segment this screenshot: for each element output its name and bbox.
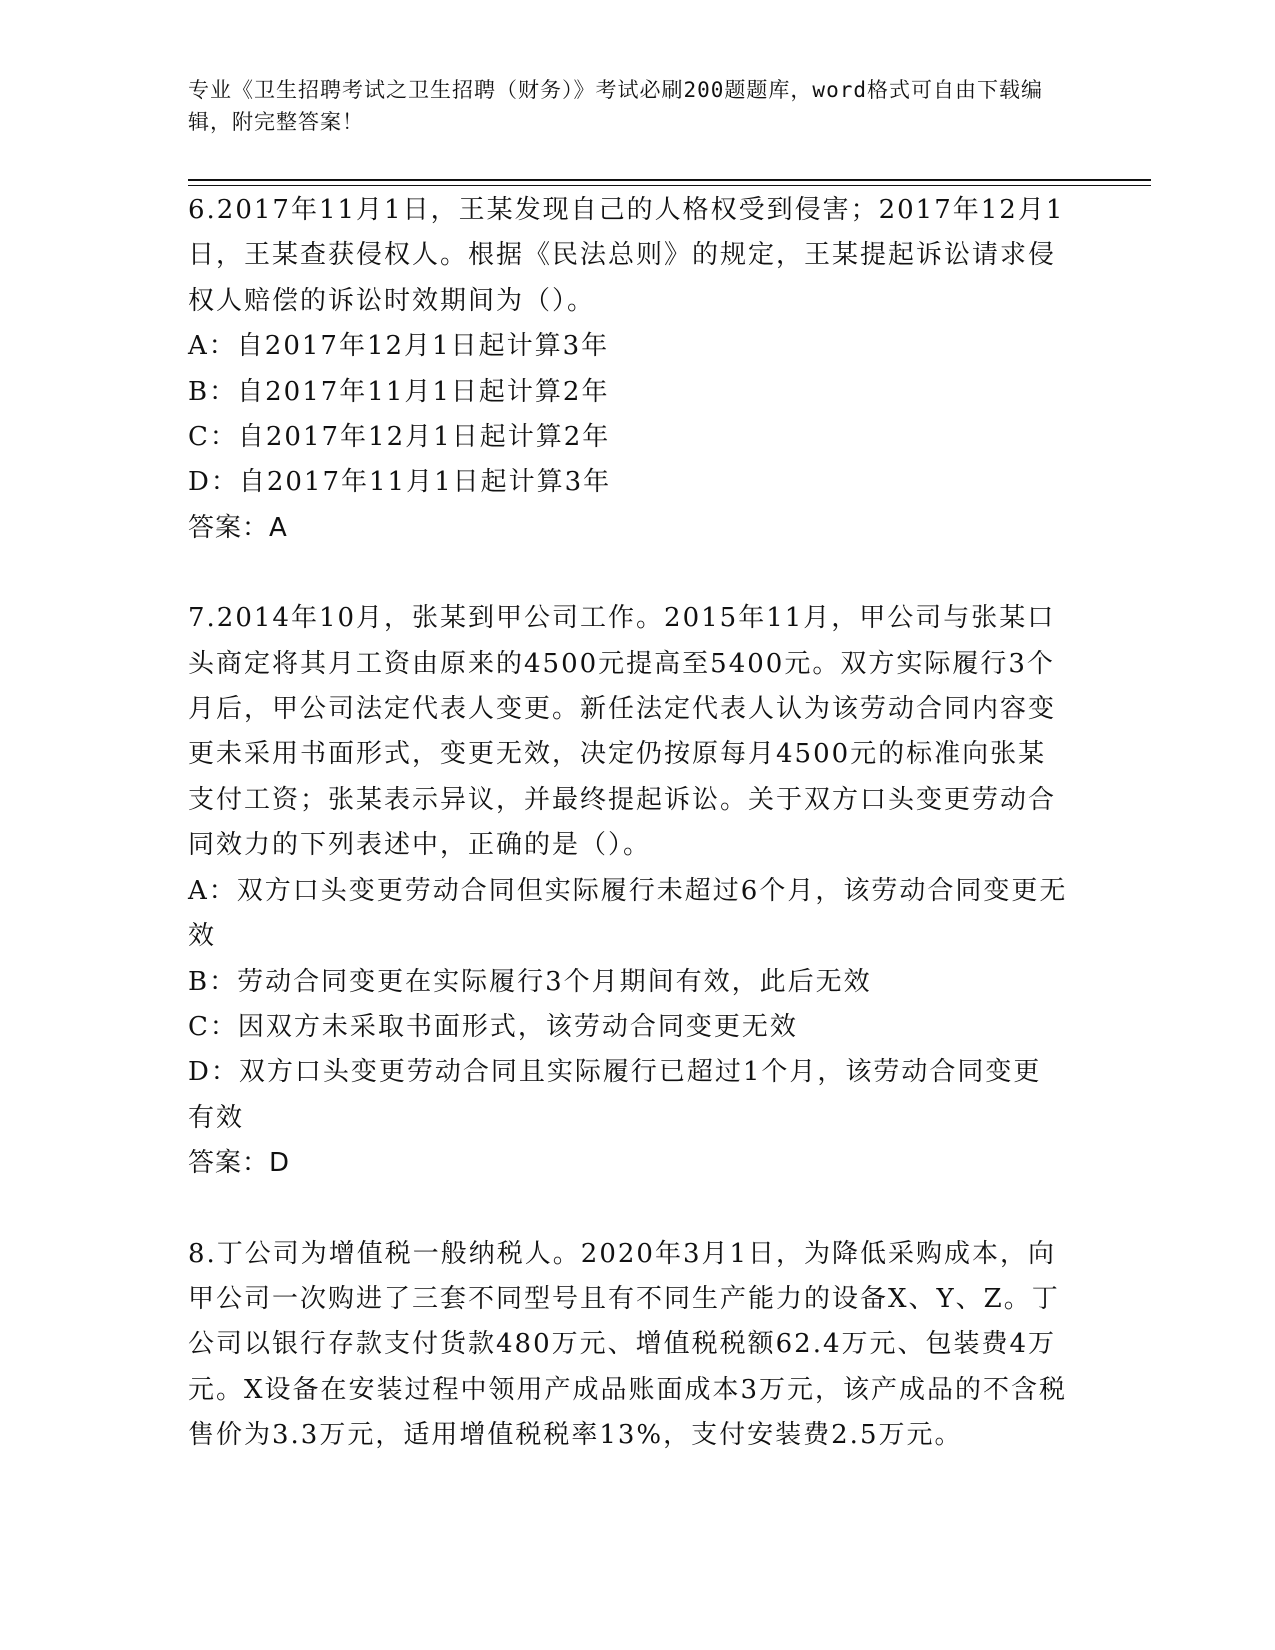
question-6 <box>188 188 1068 551</box>
question-7 <box>188 596 1068 1186</box>
page-header: 专业《卫生招聘考试之卫生招聘（财务）》考试必刷200题题库，word格式可自由下载编辑，附完整答案！ <box>188 78 1043 134</box>
answer: 答案：D <box>188 1148 291 1179</box>
question-stem: 6.2017年11月1日，王某发现自己的人格权受到侵害；2017年12月1日，王某查获侵权人。根据《民法总则》的规定，王某提起诉讼请求侵权人赔偿的诉讼时效期间为（）。 <box>188 195 1065 316</box>
header-divider-thin <box>188 185 1151 186</box>
question-stem: 7.2014年10月，张某到甲公司工作。2015年11月，甲公司与张某口头商定将其月工资由原来的4500元提高至5400元。双方实际履行3个月后，甲公司法定代表人变更。新任法定代表人认为该劳动合同内容变更未采用书面形式，变更无效，决定仍按原每月4500元的标准向张某支付工资；张某表示异议，并最终提起诉讼。关于双方口头变更劳动合同效力的下列表述中，正确的是（）。 <box>188 603 1057 861</box>
question-stem: 8.丁公司为增值税一般纳税人。2020年3月1日，为降低采购成本，向甲公司一次购进了三套不同型号且有不同生产能力的设备X、Y、Z。丁公司以银行存款支付货款480万元、增值税税额62.4万元、包装费4万元。X设备在安装过程中领用产成品账面成本3万元，该产成品的不含税售价为3.3万元，适用增值税税率13%，支付安装费2.5万元。 <box>188 1238 1068 1451</box>
option-c: C：因双方未采取书面形式，该劳动合同变更无效 <box>188 1011 798 1042</box>
header-divider-thick <box>188 179 1151 181</box>
option-b: B：劳动合同变更在实际履行3个月期间有效，此后无效 <box>188 966 872 997</box>
option-c: C：自2017年12月1日起计算2年 <box>188 422 611 453</box>
option-d: D：双方口头变更劳动合同且实际履行已超过1个月，该劳动合同变更有效 <box>188 1057 1042 1133</box>
option-a: A：自2017年12月1日起计算3年 <box>188 331 610 362</box>
question-list <box>188 188 1068 1459</box>
answer: 答案：A <box>188 512 288 543</box>
option-d: D：自2017年11月1日起计算3年 <box>188 467 612 498</box>
option-b: B：自2017年11月1日起计算2年 <box>188 376 610 407</box>
question-8 <box>188 1232 1068 1459</box>
option-a: A：双方口头变更劳动合同但实际履行未超过6个月，该劳动合同变更无效 <box>188 875 1068 952</box>
